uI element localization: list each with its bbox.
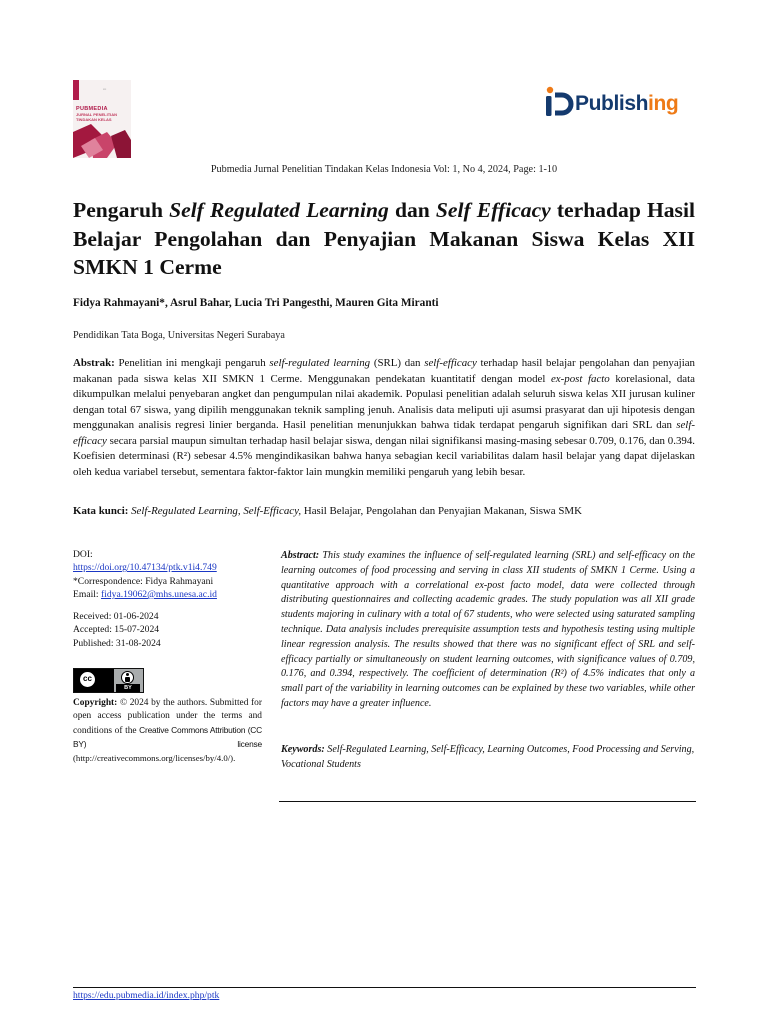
abstract-indonesian: Abstrak: Penelitian ini mengkaji pengaruh self-regulated learning (SRL) dan self-efficacy terhadap hasil belajar pengolahan dan penyajian makanan pada siswa kelas XII SMKN 1 Cerme. Menggunakan pendekatan kuantitatif dengan model ex-post facto korelasional, data dikumpulkan melalui penyebaran angket dan pengumpulan nilai akademik. Populasi penelitian adalah seluruh siswa kelas XII jurusan kuliner dengan total 67 siswa, yang dipilih menggunakan teknik sampling jenuh. Analisis data meliputi uji asumsi prasyarat dan uji hipotesis dengan menggunakan analisis regresi linier berganda. Hasil penelitian menunjukkan bahwa tidak terdapat pengaruh signifikan dari SRL dan self-efficacy secara parsial maupun simultan terhadap hasil belajar siswa, dengan nilai signifikansi masing-masing sebesar 0.709, 0.176, dan 0.394. Koefisien determinasi (R²) sebesar 4.5% mengindikasikan bahwa hanya sebagian kecil variabilitas dalam hasil belajar yang dapat dijelaskan oleh kedua variabel tersebut, sementara faktor-faktor lain mungkin memiliki pengaruh yang lebih besar. — [73, 357, 695, 478]
affiliation: Pendidikan Tata Boga, Universitas Negeri Surabaya — [73, 330, 285, 341]
cover-publisher: PUBMEDIA — [76, 106, 108, 112]
abstract-en-label: Abstract: — [281, 550, 320, 561]
keywords-indonesian: Kata kunci: Self-Regulated Learning, Self-Efficacy, Hasil Belajar, Pengolahan dan Penyajian Makanan, Siswa SMK — [73, 505, 582, 517]
author-list: Fidya Rahmayani*, Asrul Bahar, Lucia Tri Pangesthi, Mauren Gita Miranti — [73, 297, 439, 309]
paper-title: Pengaruh Self Regulated Learning dan Self Efficacy terhadap Hasil Belajar Pengolahan dan Penyajian Makanan Siswa Kelas XII SMKN 1 Cerme — [73, 198, 695, 279]
keywords-english: Keywords: Self-Regulated Learning, Self-Efficacy, Learning Outcomes, Food Processing and Serving, Vocational Students — [281, 744, 695, 771]
received-date: Received: 01-06-2024 — [73, 611, 159, 623]
license-name: Creative Commons Attribution (CC BY) license — [73, 724, 263, 749]
by-label: BY — [116, 684, 140, 692]
footer-journal-link[interactable]: https://edu.pubmedia.id/index.php/ptk — [73, 990, 220, 1001]
correspondence: *Correspondence: Fidya Rahmayani — [73, 575, 214, 587]
accepted-date: Accepted: 15-07-2024 — [73, 624, 160, 636]
attribution-person-icon — [121, 671, 134, 684]
doi-link[interactable]: https://doi.org/10.47134/ptk.v1i4.749 — [73, 562, 217, 574]
cover-small-text: ▪▪▪ — [103, 87, 107, 91]
license-url: (http://creativecommons.org/licenses/by/4.0/). — [73, 753, 236, 764]
cc-by-license-badge[interactable] — [73, 668, 144, 693]
email-link[interactable]: fidya.19062@mhs.unesa.ac.id — [100, 588, 217, 600]
cover-journal-title: JURNAL PENELITIAN TINDAKAN KELAS — [76, 112, 118, 122]
publishing-logo-icon — [544, 86, 576, 122]
footer-divider — [73, 987, 696, 988]
abstract-divider — [279, 801, 696, 802]
published-date: Published: 31-08-2024 — [73, 637, 161, 649]
abstract-id-label: Abstrak: — [73, 357, 115, 369]
abstract-english: Abstract: This study examines the influence of self-regulated learning (SRL) and self-efficacy on the learning outcomes of food processing and serving in class XII students of SMKN 1 Cerme. Using a quantitative approach with a correlational ex-post facto model, data were collected through distributing questionnaires and collecting academic grades. The study population was all XII grade students majoring in culinary with a total of 67 students, who were selected using saturated sampling technique. Data analysis includes prerequisite assumption tests and hypothesis testing using multiple linear regression analysis. The results showed that there was no significant effect of SRL and self-efficacy partially or simultaneously on student learning outcomes, with significance values of 0.709, 0.176, and 0.394, respectively. The coefficient of determination (R²) of 4.5% indicates that only a small part of the variability in learning outcomes can be explained by these two variables, while other factors may have a greater influence. — [281, 550, 695, 709]
publisher-logo-text: Publishing — [575, 92, 679, 115]
kata-kunci-label: Kata kunci: — [73, 505, 129, 517]
email-line: Email: fidya.19062@mhs.unesa.ac.id — [73, 588, 217, 600]
keywords-label: Keywords: — [281, 744, 325, 755]
cc-icon: cc — [79, 671, 96, 688]
journal-citation-line: Pubmedia Jurnal Penelitian Tindakan Kelas Indonesia Vol: 1, No 4, 2024, Page: 1-10 — [210, 164, 558, 175]
doi-label: DOI: — [73, 549, 93, 560]
copyright-notice: Copyright: © 2024 by the authors. Submitted for open access publication under the terms and conditions of the Creative Commons Attribution (CC BY) license (http://creativecommons.org/licenses/by/4.0/). — [73, 698, 263, 764]
article-metadata — [73, 548, 262, 650]
journal-cover-image — [73, 80, 131, 158]
